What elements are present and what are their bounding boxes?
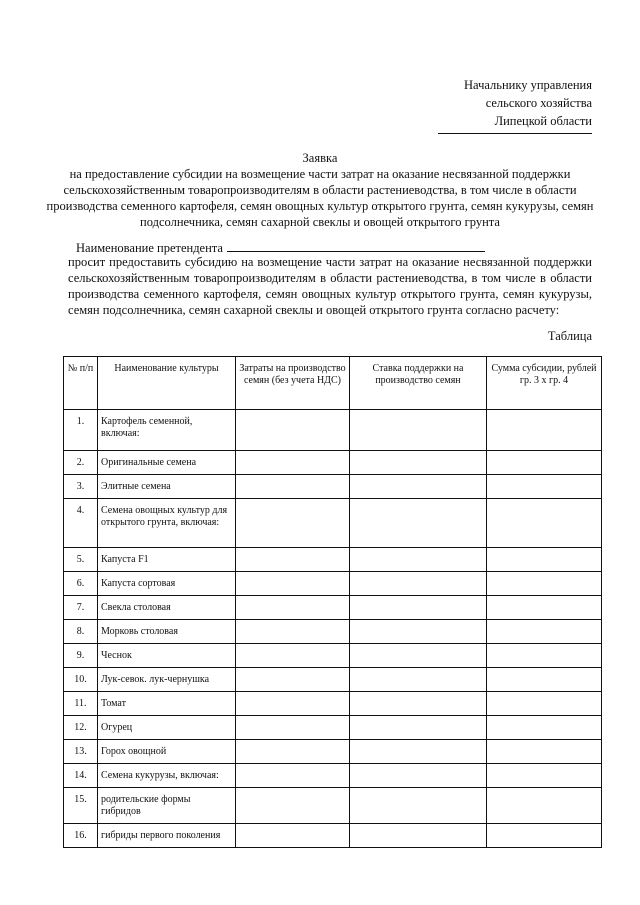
- costs-cell[interactable]: [236, 451, 350, 475]
- row-number: 2.: [64, 451, 98, 475]
- support-rate-cell[interactable]: [350, 620, 487, 644]
- row-crop-name: Оригинальные семена: [98, 451, 236, 475]
- row-number: 4.: [64, 499, 98, 548]
- row-crop-name: Картофель семенной, включая:: [98, 410, 236, 451]
- row-crop-name: родительские формы гибридов: [98, 788, 236, 824]
- support-rate-cell[interactable]: [350, 410, 487, 451]
- header-support-rate: Ставка поддержки на производство семян: [350, 357, 487, 410]
- subsidy-sum-cell[interactable]: [487, 644, 602, 668]
- costs-cell[interactable]: [236, 692, 350, 716]
- row-crop-name: Элитные семена: [98, 475, 236, 499]
- request-paragraph: просит предоставить субсидию на возмещение части затрат на оказание несвязанной поддержки сельскохозяйственным товаропроизводителям в области растениеводства, в том числе в области производства семенного картофеля, семян овощных культур открытого грунта, семян кукурузы, семян подсолнечника, семян сахарной свеклы и овощей открытого грунта согласно расчету:: [68, 255, 592, 317]
- addressee-signature-line: [438, 133, 592, 134]
- support-rate-cell[interactable]: [350, 596, 487, 620]
- document-title: [40, 150, 600, 230]
- row-number: 10.: [64, 668, 98, 692]
- subsidy-sum-cell[interactable]: [487, 716, 602, 740]
- row-number: 11.: [64, 692, 98, 716]
- table-header-row: [64, 357, 602, 410]
- row-crop-name: Томат: [98, 692, 236, 716]
- subsidy-sum-cell[interactable]: [487, 548, 602, 572]
- support-rate-cell[interactable]: [350, 740, 487, 764]
- subsidy-sum-cell[interactable]: [487, 499, 602, 548]
- row-number: 7.: [64, 596, 98, 620]
- table-row: [64, 475, 602, 499]
- subsidy-sum-cell[interactable]: [487, 692, 602, 716]
- subsidy-sum-cell[interactable]: [487, 764, 602, 788]
- row-number: 1.: [64, 410, 98, 451]
- row-crop-name: Семена овощных культур для открытого грунта, включая:: [98, 499, 236, 548]
- subsidy-sum-cell[interactable]: [487, 451, 602, 475]
- support-rate-cell[interactable]: [350, 572, 487, 596]
- table-row: [64, 572, 602, 596]
- table-row: [64, 499, 602, 548]
- support-rate-cell[interactable]: [350, 499, 487, 548]
- costs-cell[interactable]: [236, 764, 350, 788]
- table-row: [64, 692, 602, 716]
- table-row: [64, 788, 602, 824]
- subsidy-sum-cell[interactable]: [487, 475, 602, 499]
- support-rate-cell[interactable]: [350, 764, 487, 788]
- title-text: на предоставление субсидии на возмещение части затрат на оказание несвязанной поддержки сельскохозяйственным товаропроизводителям в области растениеводства, в том числе в области производства семенного картофеля, семян овощных культур открытого грунта, семян кукурузы, семян подсолнечника, семян сахарной свеклы и овощей открытого грунта: [46, 167, 594, 229]
- costs-cell[interactable]: [236, 410, 350, 451]
- support-rate-cell[interactable]: [350, 644, 487, 668]
- table-row: [64, 548, 602, 572]
- table-row: [64, 668, 602, 692]
- subsidy-sum-cell[interactable]: [487, 410, 602, 451]
- row-crop-name: Морковь столовая: [98, 620, 236, 644]
- support-rate-cell[interactable]: [350, 548, 487, 572]
- row-crop-name: Лук-севок. лук-чернушка: [98, 668, 236, 692]
- support-rate-cell[interactable]: [350, 716, 487, 740]
- row-number: 14.: [64, 764, 98, 788]
- table-row: [64, 451, 602, 475]
- row-number: 13.: [64, 740, 98, 764]
- applicant-label: Наименование претендента: [76, 241, 223, 255]
- costs-cell[interactable]: [236, 824, 350, 848]
- row-crop-name: Семена кукурузы, включая:: [98, 764, 236, 788]
- costs-cell[interactable]: [236, 668, 350, 692]
- costs-cell[interactable]: [236, 572, 350, 596]
- applicant-blank-line[interactable]: [227, 239, 485, 252]
- costs-cell[interactable]: [236, 788, 350, 824]
- costs-cell[interactable]: [236, 548, 350, 572]
- subsidy-sum-cell[interactable]: [487, 596, 602, 620]
- support-rate-cell[interactable]: [350, 475, 487, 499]
- costs-cell[interactable]: [236, 620, 350, 644]
- row-crop-name: Капуста F1: [98, 548, 236, 572]
- costs-cell[interactable]: [236, 716, 350, 740]
- header-crop-name: Наименование культуры: [98, 357, 236, 410]
- row-crop-name: гибриды первого поколения: [98, 824, 236, 848]
- addressee-line-1: Начальнику управления: [464, 78, 592, 92]
- addressee-block: [392, 76, 592, 130]
- table-caption: Таблица: [547, 329, 592, 343]
- row-number: 5.: [64, 548, 98, 572]
- costs-cell[interactable]: [236, 644, 350, 668]
- row-number: 15.: [64, 788, 98, 824]
- support-rate-cell[interactable]: [350, 824, 487, 848]
- costs-cell[interactable]: [236, 499, 350, 548]
- subsidy-sum-cell[interactable]: [487, 620, 602, 644]
- table-row: [64, 620, 602, 644]
- costs-cell[interactable]: [236, 740, 350, 764]
- table-row: [64, 716, 602, 740]
- row-number: 6.: [64, 572, 98, 596]
- row-crop-name: Горох овощной: [98, 740, 236, 764]
- row-crop-name: Капуста сортовая: [98, 572, 236, 596]
- table-row: [64, 410, 602, 451]
- row-crop-name: Чеснок: [98, 644, 236, 668]
- row-number: 16.: [64, 824, 98, 848]
- support-rate-cell[interactable]: [350, 668, 487, 692]
- table-row: [64, 764, 602, 788]
- row-number: 3.: [64, 475, 98, 499]
- subsidy-table: [63, 356, 602, 848]
- header-subsidy-sum: Сумма субсидии, рублей гр. 3 х гр. 4: [487, 357, 602, 410]
- row-number: 8.: [64, 620, 98, 644]
- row-crop-name: Свекла столовая: [98, 596, 236, 620]
- table-row: [64, 824, 602, 848]
- support-rate-cell[interactable]: [350, 788, 487, 824]
- addressee-line-3: Липецкой области: [494, 114, 592, 128]
- header-number: № п/п: [64, 357, 98, 410]
- support-rate-cell[interactable]: [350, 451, 487, 475]
- addressee-line-2: сельского хозяйства: [485, 96, 592, 110]
- subsidy-sum-cell[interactable]: [487, 824, 602, 848]
- subsidy-sum-cell[interactable]: [487, 788, 602, 824]
- subsidy-sum-cell[interactable]: [487, 740, 602, 764]
- table-row: [64, 644, 602, 668]
- costs-cell[interactable]: [236, 596, 350, 620]
- costs-cell[interactable]: [236, 475, 350, 499]
- table-row: [64, 596, 602, 620]
- row-crop-name: Огурец: [98, 716, 236, 740]
- header-costs: Затраты на производство семян (без учета НДС): [236, 357, 350, 410]
- title-heading: Заявка: [302, 151, 338, 165]
- support-rate-cell[interactable]: [350, 692, 487, 716]
- row-number: 12.: [64, 716, 98, 740]
- row-number: 9.: [64, 644, 98, 668]
- subsidy-sum-cell[interactable]: [487, 668, 602, 692]
- subsidy-sum-cell[interactable]: [487, 572, 602, 596]
- table-row: [64, 740, 602, 764]
